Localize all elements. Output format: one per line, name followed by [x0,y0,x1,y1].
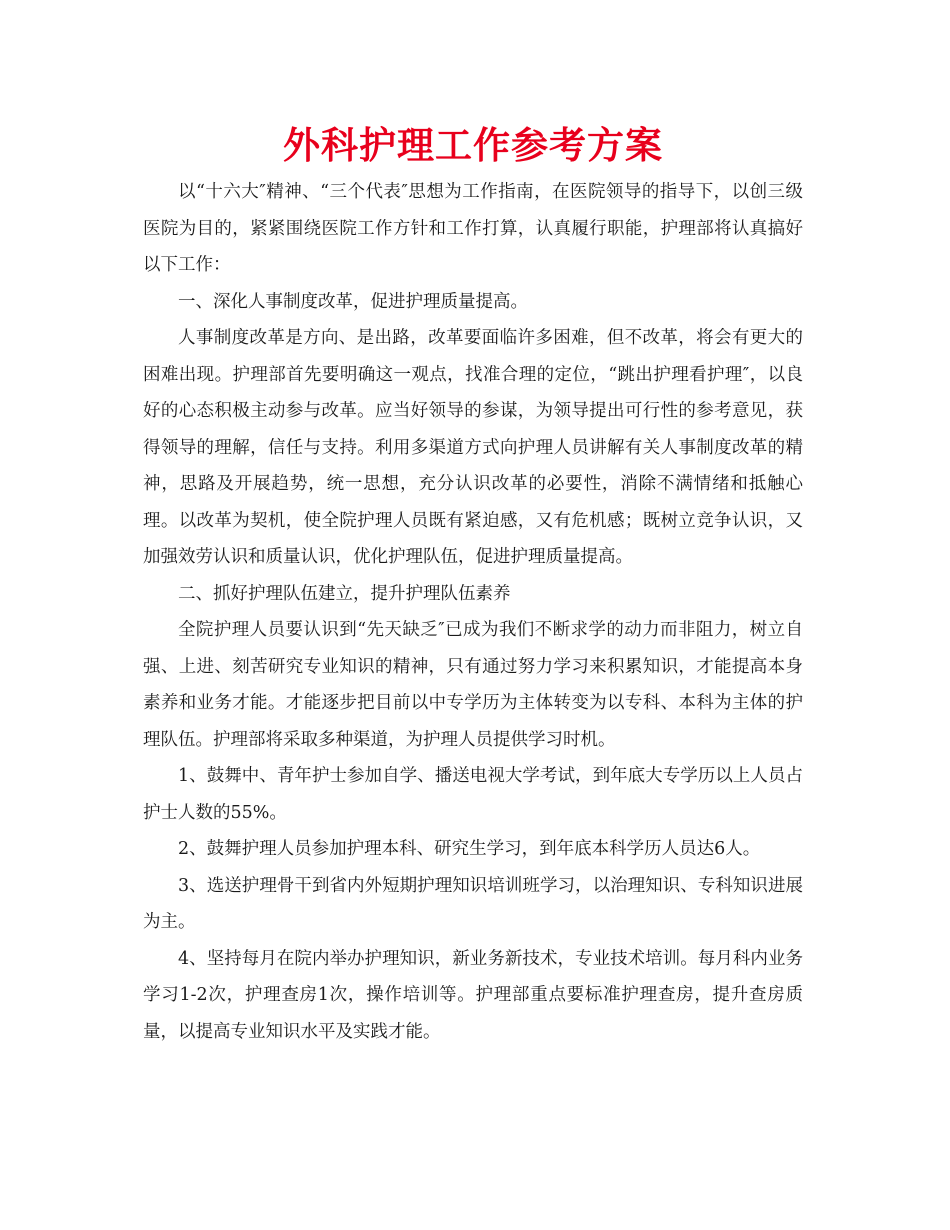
intro-paragraph: 以“十六大″精神、“三个代表″思想为工作指南，在医院领导的指导下，以创三级医院为目的，紧紧围绕医院工作方针和工作打算，认真履行职能，护理部将认真搞好以下工作： [143,182,803,275]
section-heading-2: 二、抓好护理队伍建立，提升护理队伍素养 [178,583,511,604]
document-page [143,118,803,1050]
document-title: 外科护理工作参考方案 [283,124,663,167]
list-item-1: 1、鼓舞中、青年护士参加自学、播送电视大学考试，到年底大专学历以上人员占护士人数的55%。 [143,766,803,823]
section-1-paragraph: 人事制度改革是方向、是出路，改革要面临许多困难，但不改革，将会有更大的困难出现。护理部首先要明确这一观点，找准合理的定位，“跳出护理看护理″，以良好的心态积极主动参与改革。应当好领导的参谋，为领导提出可行性的参考意见，获得领导的理解，信任与支持。利用多渠道方式向护理人员讲解有关人事制度改革的精神，思路及开展趋势，统一思想，充分认识改革的必要性，消除不满情绪和抵触心理。以改革为契机，使全院护理人员既有紧迫感，又有危机感；既树立竞争认识，又加强效劳认识和质量认识，优化护理队伍，促进护理质量提高。 [143,328,803,567]
section-heading-1: 一、深化人事制度改革，促进护理质量提高。 [178,291,528,312]
list-item-4: 4、坚持每月在院内举办护理知识，新业务新技术，专业技术培训。每月科内业务学习1-2次，护理查房1次，操作培训等。护理部重点要标准护理查房，提升查房质量，以提高专业知识水平及实践才能。 [143,948,803,1042]
list-item-3: 3、选送护理骨干到省内外短期护理知识培训班学习，以治理知识、专科知识进展为主。 [143,875,803,932]
list-item-2: 2、鼓舞护理人员参加护理本科、研究生学习，到年底本科学历人员达6人。 [178,839,761,859]
section-2-paragraph: 全院护理人员要认识到“先天缺乏″已成为我们不断求学的动力而非阻力，树立自强、上进、刻苦研究专业知识的精神，只有通过努力学习来积累知识，才能提高本身素养和业务才能。才能逐步把目前以中专学历为主体转变为以专科、本科为主体的护理队伍。护理部将采取多种渠道，为护理人员提供学习时机。 [143,620,803,750]
